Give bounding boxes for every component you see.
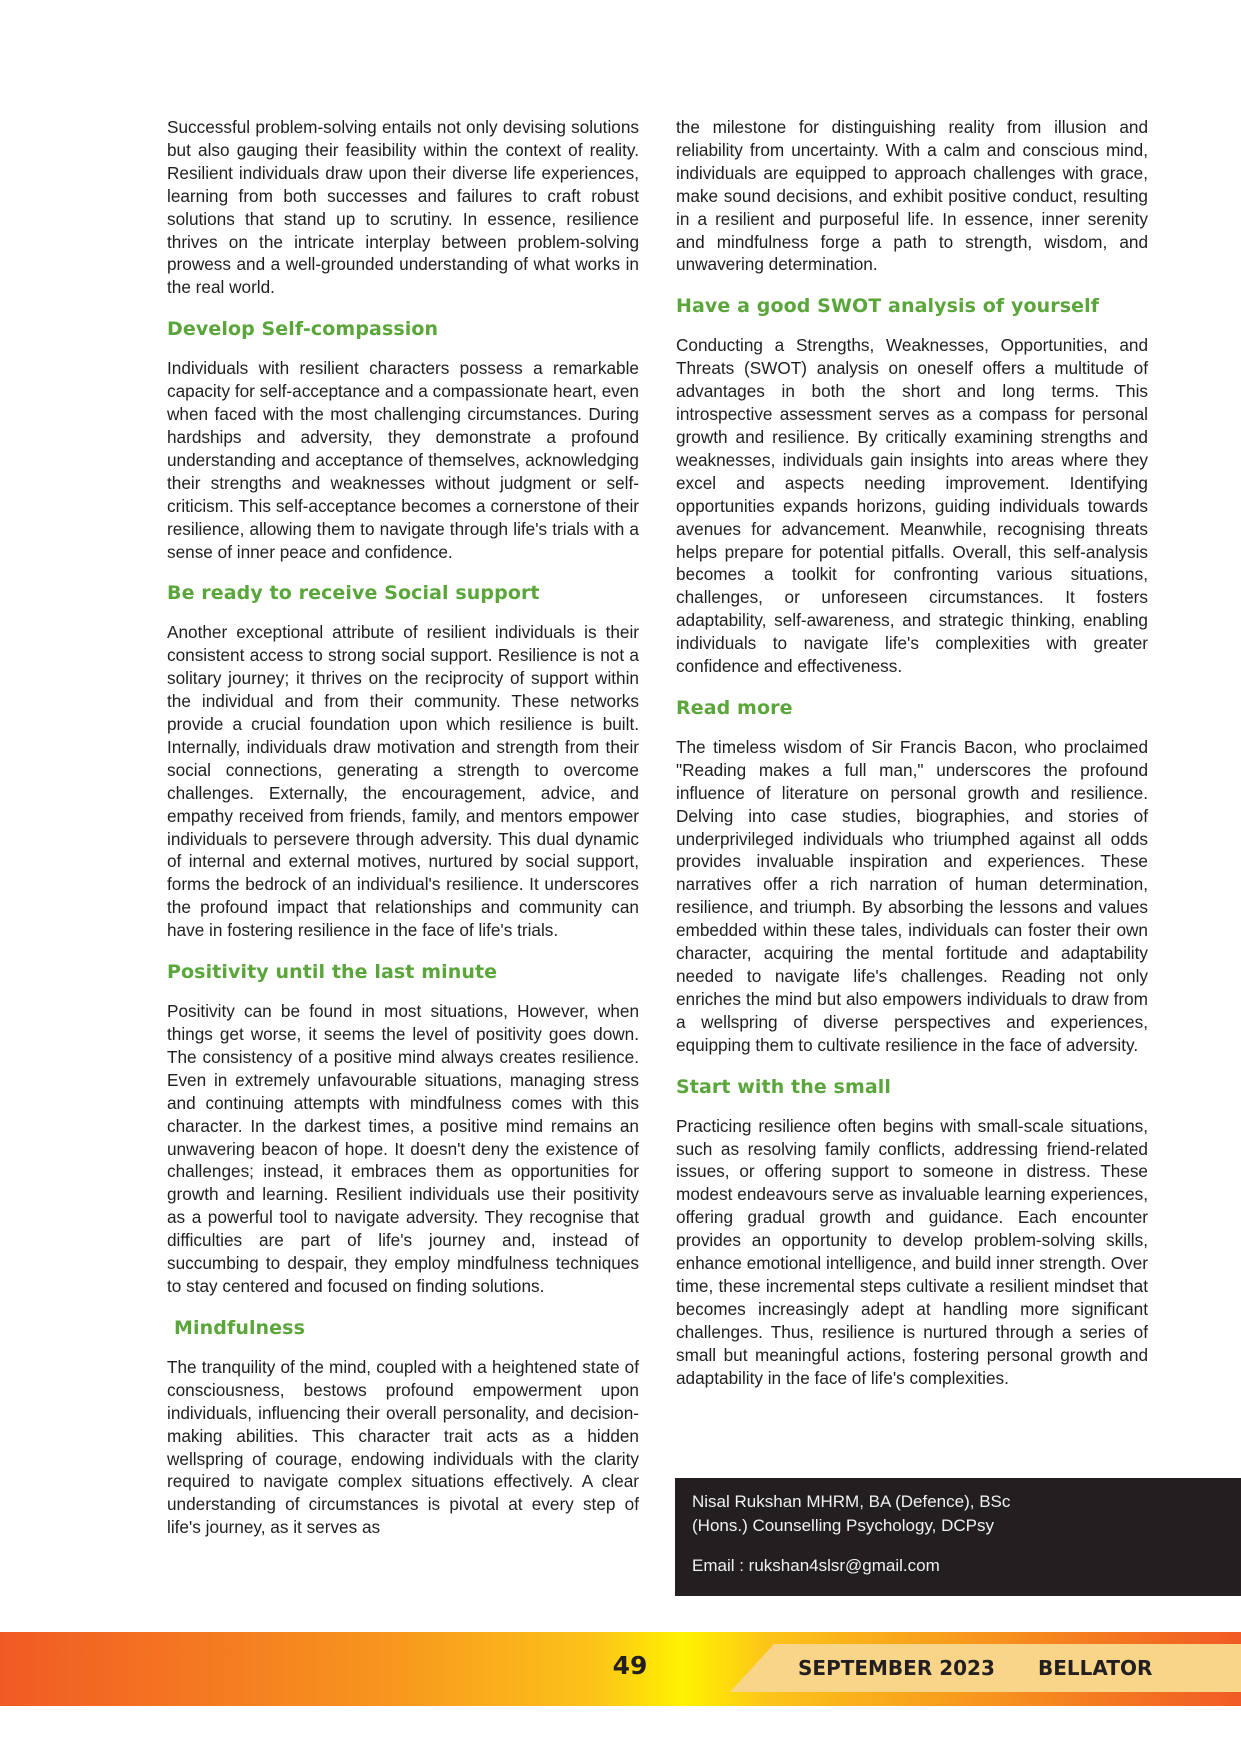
author-info-box bbox=[675, 1478, 1241, 1596]
intro-paragraph: Successful problem-solving entails not only devising solutions but also gauging their feasibility within the context of reality. Resilient individuals draw upon their diverse life experiences, learning from both successes and failures to craft robust solutions that stand up to scrutiny. In essence, resilience thrives on the intricate interplay between problem-solving prowess and a well-grounded understanding of what works in the real world. bbox=[167, 117, 639, 298]
heading-mindfulness: Mindfulness bbox=[174, 1316, 305, 1339]
start-small-paragraph: Practicing resilience often begins with small-scale situations, such as resolving family conflicts, addressing friend-related issues, or offering support to someone in distress. These modest endeavours serve as invaluable learning experiences, offering gradual growth and guidance. Each encounter provides an opportunity to develop problem-solving skills, enhance emotional intelligence, and build inner strength. Over time, these incremental steps cultivate a resilient mindset that becomes increasingly adept at handling more significant challenges. Thus, resilience is nurtured through a series of small but meaningful actions, fostering personal growth and adaptability in the face of life's complexities. bbox=[676, 1115, 1149, 1388]
author-name-line1: Nisal Rukshan MHRM, BA (Defence), BSc bbox=[692, 1492, 1011, 1511]
issue-date: SEPTEMBER 2023 bbox=[798, 1656, 995, 1680]
heading-positivity: Positivity until the last minute bbox=[167, 961, 498, 984]
heading-social-support: Be ready to receive Social support bbox=[167, 582, 540, 605]
social-support-paragraph: Another exceptional attribute of resilient individuals is their consistent access to strong social support. Resilience is not a solitary journey; it thrives on the reciprocity of support within the individual and from their community. These networks provide a crucial foundation upon which resilience is built. Internally, individuals draw motivation and strength from their social connections, generating a strength to overcome challenges. Externally, the encouragement, advice, and empathy received from friends, family, and mentors empower individuals to persevere through adversity. This dual dynamic of internal and external motives, nurtured by social support, forms the bedrock of an individual's resilience. It underscores the profound impact that relationships and community can have in fostering resilience in the face of life's trials. bbox=[167, 622, 639, 941]
magazine-name: BELLATOR bbox=[1038, 1656, 1153, 1680]
positivity-paragraph: Positivity can be found in most situations, However, when things get worse, it seems the level of positivity goes down. The consistency of a positive mind always creates resilience. Even in extremely unfavourable situations, managing stress and continuing attempts with mindfulness comes with this character. In the darkest times, a positive mind remains an unwavering beacon of hope. It doesn't deny the existence of challenges; instead, it embraces them as opportunities for growth and learning. Resilient individuals use their positivity as a powerful tool to navigate adversity. They recognise that difficulties are part of life's journey and, instead of succumbing to despair, they employ mindfulness techniques to stay centered and focused on finding solutions. bbox=[167, 1001, 639, 1296]
page-number: 49 bbox=[612, 1651, 648, 1680]
read-more-paragraph: The timeless wisdom of Sir Francis Bacon, who proclaimed "Reading makes a full man," underscores the profound influence of literature on personal growth and resilience. Delving into case studies, biographies, and stories of underprivileged individuals who triumphed against all odds provides invaluable inspiration and experiences. These narratives offer a rich narration of human determination, resilience, and triumph. By absorbing the lessons and values embedded within these tales, individuals can foster their own character, acquiring the mental fortitude and adaptability needed to navigate life's challenges. Reading not only enriches the mind but also empowers individuals to draw from a wellspring of diverse perspectives and experiences, equipping them to cultivate resilience in the face of adversity. bbox=[676, 736, 1148, 1055]
author-name-line2: (Hons.) Counselling Psychology, DCPsy bbox=[692, 1516, 995, 1535]
heading-start-small: Start with the small bbox=[676, 1075, 892, 1098]
heading-swot: Have a good SWOT analysis of yourself bbox=[676, 295, 1100, 318]
swot-paragraph: Conducting a Strengths, Weaknesses, Opportunities, and Threats (SWOT) analysis on oneself offers a multitude of advantages in both the short and long terms. This introspective assessment serves as a compass for personal growth and resilience. By critically examining strengths and weaknesses, individuals gain insights into areas where they excel and aspects needing improvement. Identifying opportunities expands horizons, guiding individuals towards avenues for advancement. Meanwhile, recognising threats helps prepare for potential pitfalls. Overall, this self-analysis becomes a toolkit for confronting various situations, challenges, or unforeseen circumstances. It fosters adaptability, self-awareness, and strategic thinking, enabling individuals to navigate life's complexities with greater confidence and effectiveness. bbox=[676, 335, 1148, 677]
right-column bbox=[676, 116, 1148, 1390]
left-column bbox=[167, 116, 639, 1539]
mindfulness-paragraph: The tranquility of the mind, coupled with a heightened state of consciousness, bestows profound empowerment upon individuals, influencing their overall personality, and decision-making abilities. This character trait acts as a hidden wellspring of courage, endowing individuals with the clarity required to navigate complex situations effectively. A clear understanding of circumstances is pivotal at every step of life's journey, as it serves as bbox=[167, 1356, 639, 1538]
heading-read-more: Read more bbox=[676, 696, 793, 719]
heading-self-compassion: Develop Self-compassion bbox=[167, 318, 439, 341]
continuation-paragraph: the milestone for distinguishing reality from illusion and reliability from uncertainty. With a calm and conscious mind, individuals are equipped to approach challenges with grace, make sound decisions, and exhibit positive conduct, resulting in a resilient and purposeful life. In essence, inner serenity and mindfulness forge a path to strength, wisdom, and unwavering determination. bbox=[676, 117, 1148, 275]
author-email: Email : rukshan4slsr@gmail.com bbox=[692, 1556, 940, 1575]
self-compassion-paragraph: Individuals with resilient characters possess a remarkable capacity for self-acceptance and a compassionate heart, even when faced with the most challenging circumstances. During hardships and adversity, they demonstrate a profound understanding and acceptance of themselves, acknowledging their strengths and weaknesses without judgment or self-criticism. This self-acceptance becomes a cornerstone of their resilience, allowing them to navigate through life's trials with a sense of inner peace and confidence. bbox=[167, 358, 639, 562]
